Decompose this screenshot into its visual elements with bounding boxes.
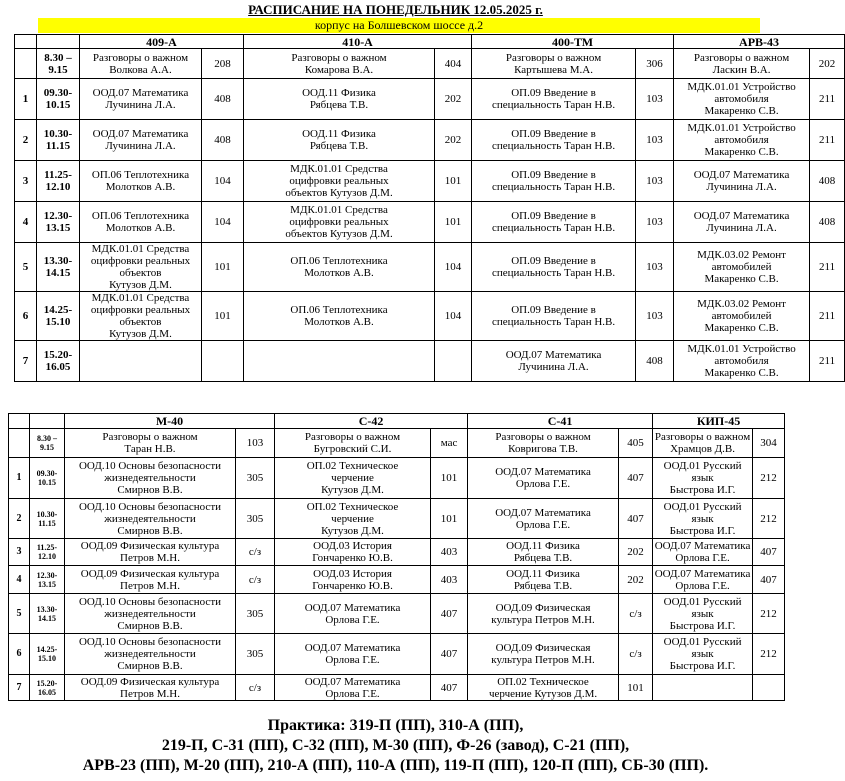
lesson-subject: МДК.03.02 Ремонт автомобилей Макаренко С.В. xyxy=(674,243,810,292)
group-header: С-41 xyxy=(468,414,653,429)
lesson-time: 13.30- 14.15 xyxy=(37,243,80,292)
schedule-row xyxy=(9,499,785,539)
schedule-row xyxy=(15,292,845,341)
lesson-room: 211 xyxy=(810,120,845,161)
lesson-room: 408 xyxy=(810,202,845,243)
lesson-time: 09.30- 10.15 xyxy=(37,79,80,120)
lesson-room: с/з xyxy=(236,675,275,701)
lesson-number: 6 xyxy=(15,292,37,341)
lesson-number: 1 xyxy=(15,79,37,120)
lesson-subject: ООД.01 Русский язык Быстрова И.Г. xyxy=(653,499,753,539)
lesson-subject: ООД.01 Русский язык Быстрова И.Г. xyxy=(653,634,753,675)
lesson-time: 10.30- 11.15 xyxy=(37,120,80,161)
corner-cell xyxy=(15,35,37,49)
lesson-room: 404 xyxy=(435,49,472,79)
lesson-number: 4 xyxy=(15,202,37,243)
lesson-subject: Разговоры о важном Комарова В.А. xyxy=(244,49,435,79)
lesson-time: 12.30- 13.15 xyxy=(37,202,80,243)
lesson-subject: ООД.07 Математика Орлова Г.Е. xyxy=(468,458,619,499)
lesson-subject: МДК.01.01 Средства оцифровки реальных объектов Кутузов Д.М. xyxy=(244,202,435,243)
lesson-subject: ООД.07 Математика Лучинина Л.А. xyxy=(674,161,810,202)
lesson-room: 212 xyxy=(753,594,785,634)
lesson-room: 306 xyxy=(636,49,674,79)
lesson-room: с/з xyxy=(236,566,275,594)
schedule-table-1 xyxy=(14,34,845,382)
lesson-room: 407 xyxy=(431,634,468,675)
lesson-subject: ОП.09 Введение в специальность Таран Н.В. xyxy=(472,161,636,202)
lesson-subject: ООД.10 Основы безопасности жизнедеятельности Смирнов В.В. xyxy=(65,499,236,539)
lesson-time: 15.20- 16.05 xyxy=(30,675,65,701)
group-header: С-42 xyxy=(275,414,468,429)
lesson-subject: ООД.10 Основы безопасности жизнедеятельности Смирнов В.В. xyxy=(65,594,236,634)
lesson-time: 8.30 – 9.15 xyxy=(37,49,80,79)
schedule-row xyxy=(9,675,785,701)
lesson-room xyxy=(435,341,472,382)
lesson-number: 5 xyxy=(9,594,30,634)
lesson-subject: Разговоры о важном Таран Н.В. xyxy=(65,429,236,458)
lesson-subject: ООД.07 Математика Орлова Г.Е. xyxy=(275,634,431,675)
lesson-number xyxy=(15,49,37,79)
group-header: М-40 xyxy=(65,414,275,429)
lesson-room: 202 xyxy=(619,539,653,566)
lesson-subject: МДК.01.01 Средства оцифровки реальных объектов Кутузов Д.М. xyxy=(80,243,202,292)
lesson-room: 211 xyxy=(810,79,845,120)
lesson-subject: ООД.07 Математика Орлова Г.Е. xyxy=(653,566,753,594)
lesson-room: 408 xyxy=(810,161,845,202)
lesson-time: 10.30- 11.15 xyxy=(30,499,65,539)
lesson-room: 403 xyxy=(431,539,468,566)
lesson-room xyxy=(202,341,244,382)
time-header xyxy=(37,35,80,49)
lesson-room: 103 xyxy=(636,243,674,292)
lesson-subject: ОП.02 Техническое черчение Кутузов Д.М. xyxy=(468,675,619,701)
lesson-room: 305 xyxy=(236,458,275,499)
lesson-subject xyxy=(653,675,753,701)
lesson-subject: ОП.09 Введение в специальность Таран Н.В. xyxy=(472,292,636,341)
lesson-subject: ООД.09 Физическая культура Петров М.Н. xyxy=(65,539,236,566)
lesson-subject: ОП.06 Теплотехника Молотков А.В. xyxy=(244,292,435,341)
lesson-number: 6 xyxy=(9,634,30,675)
lesson-subject: ООД.07 Математика Орлова Г.Е. xyxy=(653,539,753,566)
lesson-room: 407 xyxy=(753,566,785,594)
lesson-room: 407 xyxy=(619,458,653,499)
schedule-row xyxy=(9,539,785,566)
lesson-subject: ООД.09 Физическая культура Петров М.Н. xyxy=(468,594,619,634)
schedule-row xyxy=(9,458,785,499)
lesson-room: 408 xyxy=(202,79,244,120)
lesson-subject: Разговоры о важном Ковригова Т.В. xyxy=(468,429,619,458)
lesson-room: с/з xyxy=(236,539,275,566)
lesson-time: 14.25- 15.10 xyxy=(37,292,80,341)
lesson-subject: ООД.07 Математика Лучинина Л.А. xyxy=(674,202,810,243)
lesson-room: 103 xyxy=(636,202,674,243)
practice-footer xyxy=(0,716,791,776)
lesson-subject: Разговоры о важном Ласкин В.А. xyxy=(674,49,810,79)
group-header: 409-А xyxy=(80,35,244,49)
lesson-subject: МДК.01.01 Устройство автомобиля Макаренко С.В. xyxy=(674,120,810,161)
lesson-room: 212 xyxy=(753,634,785,675)
lesson-subject: ООД.09 Физическая культура Петров М.Н. xyxy=(65,566,236,594)
footer-line: Практика: 319-П (ПП), 310-А (ПП), xyxy=(267,717,524,734)
lesson-room: с/з xyxy=(619,634,653,675)
lesson-room: 304 xyxy=(753,429,785,458)
lesson-number: 5 xyxy=(15,243,37,292)
lesson-number: 3 xyxy=(9,539,30,566)
schedule-row xyxy=(15,202,845,243)
schedule-row xyxy=(15,243,845,292)
lesson-number xyxy=(9,429,30,458)
lesson-room: 212 xyxy=(753,499,785,539)
lesson-room: 212 xyxy=(753,458,785,499)
group-header: 410-А xyxy=(244,35,472,49)
group-header: 400-ТМ xyxy=(472,35,674,49)
lesson-subject: ООД.09 Физическая культура Петров М.Н. xyxy=(468,634,619,675)
lesson-subject: ОП.02 Техническое черчение Кутузов Д.М. xyxy=(275,499,431,539)
lesson-subject: ООД.07 Математика Орлова Г.Е. xyxy=(468,499,619,539)
lesson-room: 211 xyxy=(810,243,845,292)
lesson-number: 4 xyxy=(9,566,30,594)
group-header: АРВ-43 xyxy=(674,35,845,49)
lesson-subject xyxy=(244,341,435,382)
lesson-subject: ОП.06 Теплотехника Молотков А.В. xyxy=(244,243,435,292)
schedule-row xyxy=(9,634,785,675)
lesson-time: 11.25- 12.10 xyxy=(37,161,80,202)
lesson-subject: ООД.01 Русский язык Быстрова И.Г. xyxy=(653,458,753,499)
lesson-time: 14.25- 15.10 xyxy=(30,634,65,675)
lesson-room: 103 xyxy=(636,79,674,120)
footer-line: 219-П, С-31 (ПП), С-32 (ПП), М-30 (ПП), Ф-26 (завод), С-21 (ПП), xyxy=(161,737,630,754)
lesson-number: 7 xyxy=(9,675,30,701)
schedule-row xyxy=(9,429,785,458)
corner-cell xyxy=(9,414,30,429)
lesson-room: 305 xyxy=(236,594,275,634)
lesson-subject: ОП.09 Введение в специальность Таран Н.В. xyxy=(472,202,636,243)
lesson-room: 407 xyxy=(431,594,468,634)
lesson-subject: ООД.07 Математика Лучинина Л.А. xyxy=(80,120,202,161)
lesson-time: 11.25- 12.10 xyxy=(30,539,65,566)
lesson-room: 202 xyxy=(435,79,472,120)
lesson-subject: ООД.03 История Гончаренко Ю.В. xyxy=(275,539,431,566)
schedule-row xyxy=(15,161,845,202)
lesson-room: мас xyxy=(431,429,468,458)
lesson-room: 211 xyxy=(810,292,845,341)
lesson-subject: ООД.10 Основы безопасности жизнедеятельности Смирнов В.В. xyxy=(65,634,236,675)
lesson-subject: ООД.07 Математика Орлова Г.Е. xyxy=(275,594,431,634)
lesson-room: 211 xyxy=(810,341,845,382)
lesson-subject: ОП.06 Теплотехника Молотков А.В. xyxy=(80,202,202,243)
lesson-subject: ООД.11 Физика Рябцева Т.В. xyxy=(244,79,435,120)
lesson-number: 1 xyxy=(9,458,30,499)
schedule-row xyxy=(9,594,785,634)
lesson-subject: ОП.09 Введение в специальность Таран Н.В. xyxy=(472,243,636,292)
lesson-room: 305 xyxy=(236,499,275,539)
lesson-time: 12.30- 13.15 xyxy=(30,566,65,594)
lesson-room: 407 xyxy=(431,675,468,701)
lesson-subject: ОП.09 Введение в специальность Таран Н.В. xyxy=(472,79,636,120)
lesson-subject: ООД.11 Физика Рябцева Т.В. xyxy=(468,539,619,566)
lesson-subject: Разговоры о важном Храмцов Д.В. xyxy=(653,429,753,458)
lesson-room: 408 xyxy=(202,120,244,161)
lesson-room: 103 xyxy=(636,120,674,161)
lesson-subject: ООД.07 Математика Лучинина Л.А. xyxy=(80,79,202,120)
lesson-room: 101 xyxy=(431,499,468,539)
lesson-room: 104 xyxy=(202,202,244,243)
lesson-room: 305 xyxy=(236,634,275,675)
lesson-subject: Разговоры о важном Волкова А.А. xyxy=(80,49,202,79)
lesson-number: 2 xyxy=(9,499,30,539)
lesson-room: 405 xyxy=(619,429,653,458)
lesson-subject: Разговоры о важном Картышева М.А. xyxy=(472,49,636,79)
lesson-subject: МДК.01.01 Средства оцифровки реальных объектов Кутузов Д.М. xyxy=(244,161,435,202)
group-header: КИП-45 xyxy=(653,414,785,429)
schedule-row xyxy=(15,79,845,120)
lesson-room: 202 xyxy=(810,49,845,79)
lesson-subject: МДК.01.01 Устройство автомобиля Макаренко С.В. xyxy=(674,79,810,120)
lesson-subject: ООД.09 Физическая культура Петров М.Н. xyxy=(65,675,236,701)
lesson-room: 101 xyxy=(435,161,472,202)
lesson-room: 202 xyxy=(435,120,472,161)
lesson-time: 15.20- 16.05 xyxy=(37,341,80,382)
lesson-time: 09.30- 10.15 xyxy=(30,458,65,499)
schedule-row xyxy=(15,120,845,161)
lesson-room: 101 xyxy=(202,243,244,292)
footer-line: АРВ-23 (ПП), М-20 (ПП), 210-А (ПП), 110-А (ПП), 119-П (ПП), 120-П (ПП), СБ-30 (ПП). xyxy=(82,757,709,774)
lesson-room: 101 xyxy=(619,675,653,701)
lesson-subject: МДК.01.01 Устройство автомобиля Макаренко С.В. xyxy=(674,341,810,382)
lesson-room: 408 xyxy=(636,341,674,382)
lesson-room: 202 xyxy=(619,566,653,594)
lesson-subject: ОП.02 Техническое черчение Кутузов Д.М. xyxy=(275,458,431,499)
lesson-room: 101 xyxy=(202,292,244,341)
lesson-number: 2 xyxy=(15,120,37,161)
lesson-room: 407 xyxy=(753,539,785,566)
lesson-subject: ОП.09 Введение в специальность Таран Н.В. xyxy=(472,120,636,161)
lesson-room: с/з xyxy=(619,594,653,634)
lesson-room: 104 xyxy=(435,292,472,341)
schedule-row xyxy=(9,566,785,594)
lesson-room: 103 xyxy=(636,161,674,202)
lesson-number: 3 xyxy=(15,161,37,202)
lesson-subject: ООД.07 Математика Орлова Г.Е. xyxy=(275,675,431,701)
lesson-room: 101 xyxy=(435,202,472,243)
schedule-table-2 xyxy=(8,413,785,701)
lesson-room xyxy=(753,675,785,701)
page-title: РАСПИСАНИЕ НА ПОНЕДЕЛЬНИК 12.05.2025 г. xyxy=(248,2,543,17)
lesson-subject: ООД.11 Физика Рябцева Т.В. xyxy=(468,566,619,594)
lesson-room: 208 xyxy=(202,49,244,79)
lesson-time: 8.30 – 9.15 xyxy=(30,429,65,458)
lesson-room: 101 xyxy=(431,458,468,499)
lesson-number: 7 xyxy=(15,341,37,382)
time-header xyxy=(30,414,65,429)
lesson-subject: ООД.07 Математика Лучинина Л.А. xyxy=(472,341,636,382)
lesson-room: 103 xyxy=(236,429,275,458)
lesson-subject: ООД.03 История Гончаренко Ю.В. xyxy=(275,566,431,594)
lesson-subject: МДК.03.02 Ремонт автомобилей Макаренко С.В. xyxy=(674,292,810,341)
schedule-row xyxy=(15,49,845,79)
lesson-subject xyxy=(80,341,202,382)
lesson-subject: ООД.01 Русский язык Быстрова И.Г. xyxy=(653,594,753,634)
lesson-subject: ООД.10 Основы безопасности жизнедеятельности Смирнов В.В. xyxy=(65,458,236,499)
lesson-time: 13.30- 14.15 xyxy=(30,594,65,634)
lesson-room: 104 xyxy=(435,243,472,292)
lesson-room: 104 xyxy=(202,161,244,202)
lesson-subject: МДК.01.01 Средства оцифровки реальных объектов Кутузов Д.М. xyxy=(80,292,202,341)
lesson-room: 403 xyxy=(431,566,468,594)
lesson-room: 103 xyxy=(636,292,674,341)
lesson-subject: ОП.06 Теплотехника Молотков А.В. xyxy=(80,161,202,202)
lesson-subject: Разговоры о важном Бугровский С.И. xyxy=(275,429,431,458)
lesson-room: 407 xyxy=(619,499,653,539)
schedule-row xyxy=(15,341,845,382)
building-subtitle: корпус на Болшевском шоссе д.2 xyxy=(38,18,760,33)
lesson-subject: ООД.11 Физика Рябцева Т.В. xyxy=(244,120,435,161)
